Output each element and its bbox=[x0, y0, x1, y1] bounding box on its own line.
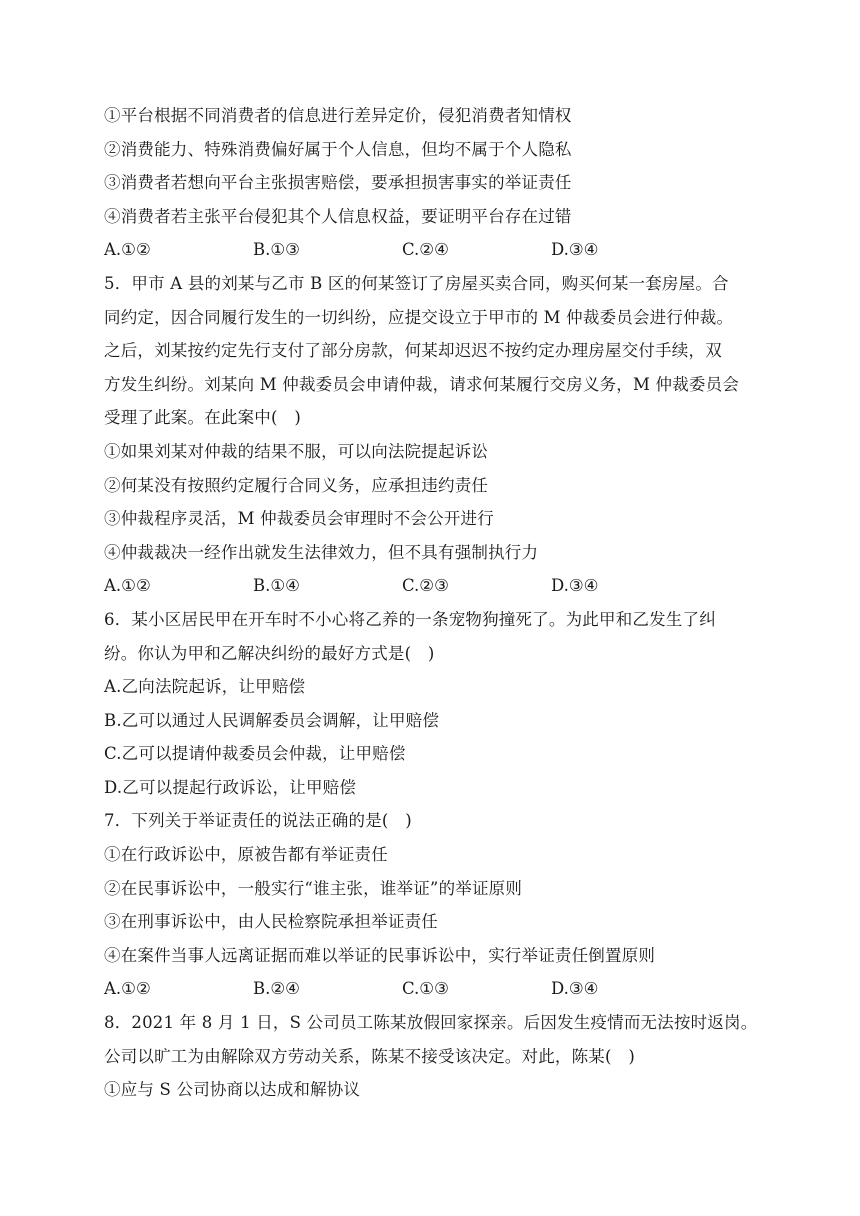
q4-option-4: ④消费者若主张平台侵犯其个人信息权益，要证明平台存在过错 bbox=[104, 206, 572, 226]
q6-stem-line-2: 纷。你认为甲和乙解决纠纷的最好方式是( ) bbox=[104, 643, 435, 663]
q7-choice-b: B.②④ bbox=[253, 979, 300, 999]
q7-answer-choices bbox=[104, 972, 764, 1006]
q5-choice-b: B.①④ bbox=[253, 576, 300, 596]
q7-option-4: ④在案件当事人远离证据而难以举证的民事诉讼中，实行举证责任倒置原则 bbox=[104, 945, 656, 965]
q7-option-3: ③在刑事诉讼中，由人民检察院承担举证责任 bbox=[104, 912, 438, 932]
document-page bbox=[104, 99, 764, 1107]
q8-option-1: ①应与 S 公司协商以达成和解协议 bbox=[104, 1080, 361, 1100]
q7-choice-d: D.③④ bbox=[551, 979, 599, 999]
q4-answer-choices bbox=[104, 233, 764, 267]
q4-option-2: ②消费能力、特殊消费偏好属于个人信息，但均不属于个人隐私 bbox=[104, 139, 572, 159]
q4-choice-d: D.③④ bbox=[551, 240, 599, 260]
q7-option-2: ②在民事诉讼中，一般实行“谁主张，谁举证”的举证原则 bbox=[104, 878, 523, 898]
q5-stem-line-3: 之后，刘某按约定先行支付了部分房款，何某却迟迟不按约定办理房屋交付手续，双 bbox=[104, 341, 722, 361]
q6-option-c: C.乙可以提请仲裁委员会仲裁，让甲赔偿 bbox=[104, 744, 406, 764]
q8-stem-line-2: 公司以旷工为由解除双方劳动关系，陈某不接受该决定。对此，陈某( ) bbox=[104, 1046, 635, 1066]
q4-choice-a: A.①② bbox=[104, 240, 151, 260]
q5-choice-c: C.②③ bbox=[402, 576, 449, 596]
q6-option-a: A.乙向法院起诉，让甲赔偿 bbox=[104, 677, 306, 697]
q5-stem-line-4: 方发生纠纷。刘某向 M 仲裁委员会申请仲裁，请求何某履行交房义务，M 仲裁委员会 bbox=[104, 374, 740, 394]
q5-choice-d: D.③④ bbox=[551, 576, 599, 596]
q7-stem: 7．下列关于举证责任的说法正确的是( ) bbox=[104, 811, 412, 831]
q5-answer-choices bbox=[104, 569, 764, 603]
q6-stem-line-1: 6．某小区居民甲在开车时不小心将乙养的一条宠物狗撞死了。为此甲和乙发生了纠 bbox=[104, 609, 716, 629]
q4-option-3: ③消费者若想向平台主张损害赔偿，要承担损害事实的举证责任 bbox=[104, 173, 572, 193]
q5-stem-line-2: 同约定，因合同履行发生的一切纠纷，应提交设立于甲市的 M 仲裁委员会进行仲裁。 bbox=[104, 307, 734, 327]
q4-choice-b: B.①③ bbox=[253, 240, 300, 260]
q5-option-4: ④仲裁裁决一经作出就发生法律效力，但不具有强制执行力 bbox=[104, 542, 539, 562]
q5-option-3: ③仲裁程序灵活，M 仲裁委员会审理时不会公开进行 bbox=[104, 509, 494, 529]
q5-stem-line-1: 5．甲市 A 县的刘某与乙市 B 区的何某签订了房屋买卖合同，购买何某一套房屋。合 bbox=[104, 273, 729, 293]
q6-option-d: D.乙可以提起行政诉讼，让甲赔偿 bbox=[104, 777, 357, 797]
q5-stem-line-5: 受理了此案。在此案中( ) bbox=[104, 408, 301, 428]
q6-option-b: B.乙可以通过人民调解委员会调解，让甲赔偿 bbox=[104, 710, 440, 730]
q8-stem-line-1: 8．2021 年 8 月 1 日，S 公司员工陈某放假回家探亲。后因发生疫情而无法按时返岗。 bbox=[104, 1013, 758, 1033]
q7-choice-a: A.①② bbox=[104, 979, 151, 999]
q7-option-1: ①在行政诉讼中，原被告都有举证责任 bbox=[104, 845, 388, 865]
q4-choice-c: C.②④ bbox=[402, 240, 449, 260]
q4-option-1: ①平台根据不同消费者的信息进行差异定价，侵犯消费者知情权 bbox=[104, 106, 572, 125]
q5-option-1: ①如果刘某对仲裁的结果不服，可以向法院提起诉讼 bbox=[104, 441, 489, 461]
q5-choice-a: A.①② bbox=[104, 576, 151, 596]
q7-choice-c: C.①③ bbox=[402, 979, 449, 999]
q5-option-2: ②何某没有按照约定履行合同义务，应承担违约责任 bbox=[104, 475, 489, 495]
